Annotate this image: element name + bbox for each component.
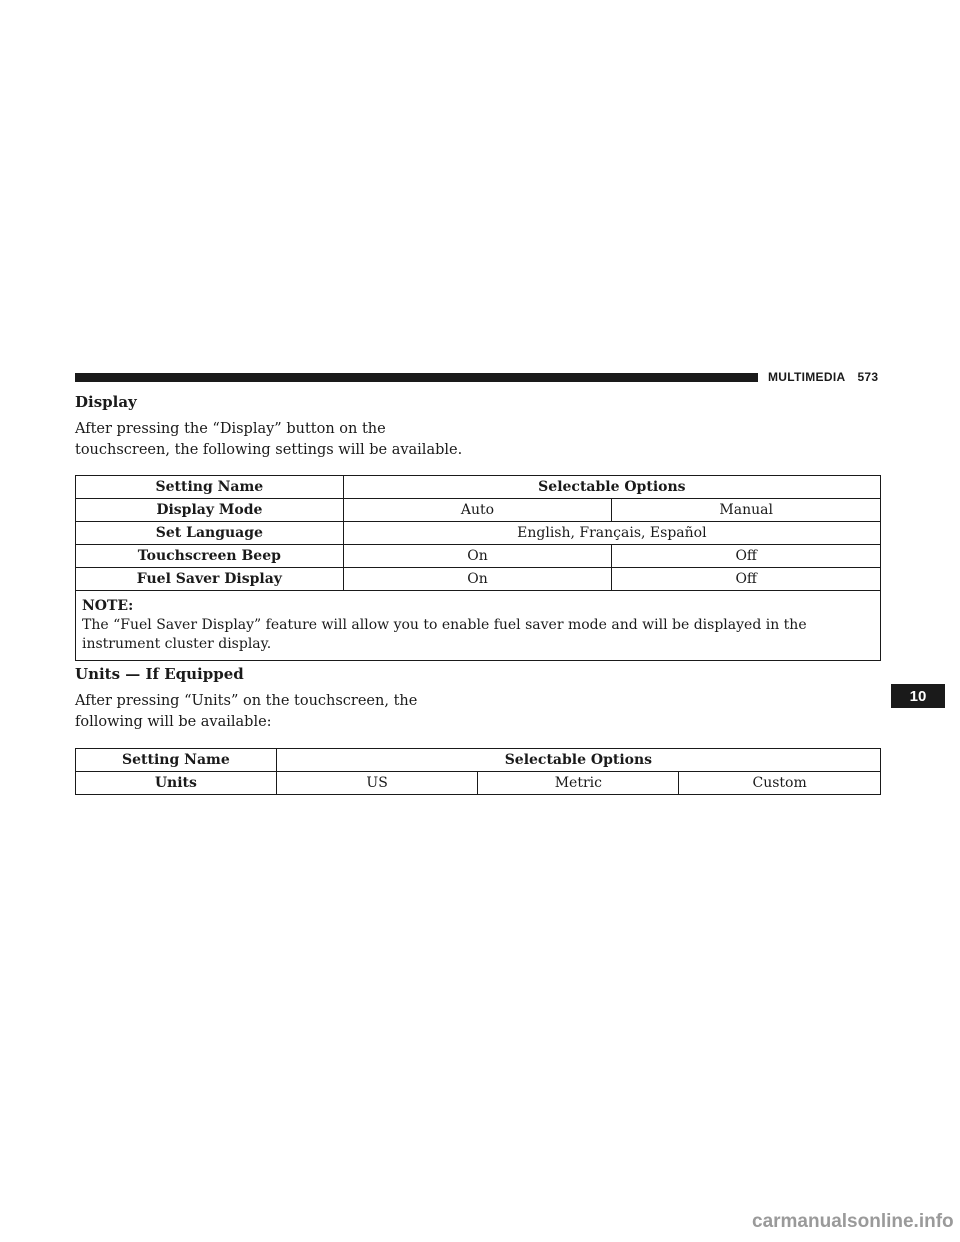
setting-name: Display Mode [76, 499, 344, 522]
header-selectable-options: Selectable Options [276, 749, 880, 772]
watermark: carmanualsonline.info [752, 1211, 954, 1232]
setting-name: Fuel Saver Display [76, 568, 344, 591]
display-heading: Display [75, 393, 137, 411]
note-cell [76, 591, 881, 661]
table-row [76, 499, 881, 522]
section-title: MULTIMEDIA [768, 370, 846, 384]
note-label: NOTE: [82, 598, 134, 614]
note-text: The “Fuel Saver Display” feature will allow you to enable fuel saver mode and will be displayed in the instrument cluster display. [82, 617, 807, 652]
table-row [76, 522, 881, 545]
note-row [76, 591, 881, 661]
header-rule [75, 373, 758, 382]
page-number: 573 [857, 370, 879, 384]
table-row [76, 545, 881, 568]
option-cell: Auto [343, 499, 612, 522]
table-header-row [76, 749, 881, 772]
units-heading: Units — If Equipped [75, 665, 244, 683]
running-header [768, 370, 878, 384]
table-header-row [76, 476, 881, 499]
setting-name: Units [76, 772, 277, 795]
table-row [76, 568, 881, 591]
option-cell: US [276, 772, 478, 795]
table-row [76, 772, 881, 795]
option-cell: Off [612, 545, 881, 568]
units-intro: After pressing “Units” on the touchscreen, the following will be available: [75, 693, 418, 730]
option-cell: On [343, 545, 612, 568]
option-cell: Metric [478, 772, 679, 795]
display-settings-table [75, 475, 881, 661]
header-setting-name: Setting Name [76, 749, 277, 772]
option-cell: On [343, 568, 612, 591]
option-cell: Custom [679, 772, 881, 795]
option-cell: Manual [612, 499, 881, 522]
units-settings-table [75, 748, 881, 795]
setting-name: Touchscreen Beep [76, 545, 344, 568]
option-cell: English, Français, Español [343, 522, 880, 545]
header-setting-name: Setting Name [76, 476, 344, 499]
header-selectable-options: Selectable Options [343, 476, 880, 499]
option-cell: Off [612, 568, 881, 591]
display-intro: After pressing the “Display” button on the touchscreen, the following settings will be available. [75, 421, 463, 458]
setting-name: Set Language [76, 522, 344, 545]
chapter-tab: 10 [891, 684, 945, 708]
